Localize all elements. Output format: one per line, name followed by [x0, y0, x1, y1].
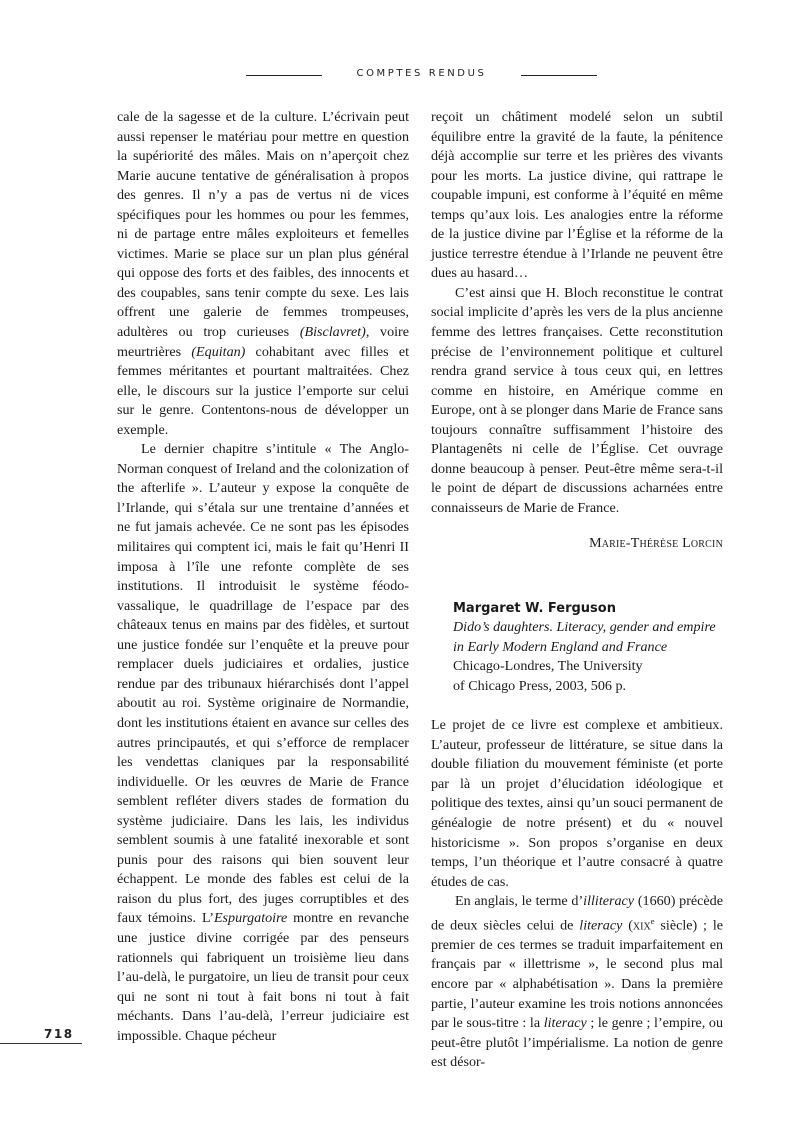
review-body: [431, 716, 723, 1073]
review-header: [431, 599, 723, 696]
text-run: reçoit un châtiment modelé selon un subtil équilibre entre la gravité de la faute, la pénitence déjà accomplie sur terre et les prières des vivants pour les morts. La justice divine, qui rattrape le coupable impuni, est conforme à l’équité en même temps qu’aux lois. Les analogies entre la réforme de la justice divine par l’Église et la réforme de la justice terrestre étendue à l’Irlande ne peuvent être dues au hasard…: [431, 109, 723, 282]
left-column: [117, 108, 409, 1046]
publisher-line-1: Chicago-Londres, The University: [453, 658, 643, 675]
text-run: cohabitant avec filles et femmes méritantes et pourtant maltraitées. Chez elle, le discours sur la justice l’emporte sur celui sur le genre. Contentons-nous de développer un exemple.: [117, 343, 409, 438]
right-paragraph-1: [431, 108, 723, 284]
left-paragraph-2: [117, 440, 409, 1046]
header-rule-right: [521, 75, 597, 76]
text-run: (: [622, 917, 633, 934]
page-number: 718: [44, 1027, 74, 1041]
text-run: Le projet de ce livre est complexe et ambitieux. L’auteur, professeur de littérature, se situe dans la double filiation du mouvement féministe (et porte par là un projet d’élucidation idéologique et politique des textes, ainsi qu’un souci permanent de généalogie de notre présent) et du « nouvel historicisme ». Son propos s’organise en deux temps, l’un théorique et l’autre consacré à quatre études de cas.: [431, 717, 723, 890]
publisher-line-2: of Chicago Press, 2003, 506 p.: [453, 677, 627, 694]
text-run: illiteracy: [583, 893, 635, 910]
review-paragraph-1: [431, 716, 723, 892]
text-run: , voire meurtrières: [117, 324, 409, 360]
running-header-title: COMPTES RENDUS: [356, 68, 487, 79]
text-run: literacy: [579, 917, 623, 934]
right-column: [431, 108, 723, 1073]
text-run: Le dernier chapitre s’intitule « The Anglo-Norman conquest of Ireland and the colonization of the afterlife ». L’auteur y expose la conquête de l’Irlande, qui s’étala sur une trentaine d’années et ne fut jamais achevée. Ce ne sont pas les épisodes militaires qui comptent ici, mais le fait qu’Henri II imposa à l’île une refonte complète de ses institutions. Il introduisit le système féodo-vassalique, le quadrillage de l’espace par des châteaux tenus en mains par des fidèles, et surtout une justice fondée sur l’enquête et la preuve pour remplacer duels judiciaires et ordalies, justice rendue par des tribunaux hiérarchisés dont l’appel aboutit au roi. Système originaire de Normandie, dont les institutions étaient en avance sur celles des autres principautés, et qui s’efforce de remplacer les vendettas claniques par la responsabilité individuelle. Or les œuvres de Marie de France semblent refléter divers stades de formation du système judiciaire. Dans les lais, les individus semblent soumis à une fatalité inexorable et sont punis pour des raisons qui bien souvent leur échappent. Le monde des fables est celui de la raison du plus fort, des juges corruptibles et des faux témoins. L’: [117, 441, 409, 927]
text-run: En anglais, le terme d’: [455, 893, 584, 910]
right-paragraph-2: [431, 284, 723, 519]
text-run: xix: [632, 917, 651, 934]
text-run: (Equitan): [191, 343, 246, 360]
text-run: montre en revanche une justice divine corrigée par des penseurs rationnels qui fabriquent un troisième lieu dans l’au-delà, le purgatoire, un lieu de transit pour ceux qui ne sont ni tout à fait bons ni tout à fait méchants. Dans l’au-delà, l’erreur judiciaire est impossible. Chaque pécheur: [117, 910, 409, 1044]
review-paragraph-2: [431, 892, 723, 1073]
text-run: ; le genre ; l’empire, ou peut-être plutôt l’impérialisme. La notion de genre est désor-: [431, 1015, 723, 1071]
folio-rule: [0, 1043, 82, 1044]
review-author: Margaret W. Ferguson: [453, 601, 616, 617]
header-rule-left: [246, 75, 322, 76]
page-folio: [0, 1025, 82, 1049]
review-signature: Marie-Thérèse Lorcin: [589, 536, 723, 552]
book-title-line-1: Dido’s daughters. Literacy, gender and empire: [453, 619, 716, 636]
text-run: siècle) ; le premier de ces termes se traduit imparfaitement en français par « illettrisme », le second plus mal encore par « alphabétisation ». Dans la première partie, l’auteur examine les trois notions annoncées par le sous-titre : la: [431, 917, 724, 1032]
running-header: [0, 68, 800, 84]
text-run: Espurgatoire: [213, 910, 288, 927]
book-title-line-2: in Early Modern England and France: [453, 638, 668, 655]
text-run: literacy: [543, 1015, 587, 1032]
text-run: (Bisclavret): [299, 324, 366, 341]
text-run: e: [650, 915, 655, 926]
text-run: cale de la sagesse et de la culture. L’écrivain peut aussi repenser le matériau pour mettre en question la supériorité des mâles. Mais on n’aperçoit chez Marie aucune tentative de généralisation à propos des genres. Il n’y a pas de vertus ni de vices spécifiques pour les hommes ou pour les femmes, ni de partage entre mâles exploiteurs et femelles victimes. Marie se place sur un plan plus général qui oppose des forts et des faibles, des innocents et des coupables, sans tenir compte du sexe. Les lais offrent une galerie de femmes trompeuses, adultères ou trop curieuses: [117, 109, 409, 341]
text-run: C’est ainsi que H. Bloch reconstitue le contrat social implicite d’après les vers de la plus ancienne femme des lettres françaises. Cette reconstitution précise de l’environnement politique et culturel rendra grand service à tous ceux qui, en lettres comme en histoire, en Amérique comme en Europe, ont à se plonger dans Marie de France sans toujours connaître suffisamment l’histoire des Plantagenêts ni celle de l’Église. Cet ouvrage donne beaucoup à penser. Peut-être même sera-t-il le point de départ de discussions acharnées entre connaisseurs de Marie de France.: [431, 284, 723, 516]
text-run: (1660) précède de deux siècles celui de: [431, 893, 723, 934]
left-paragraph-1: [117, 108, 409, 440]
